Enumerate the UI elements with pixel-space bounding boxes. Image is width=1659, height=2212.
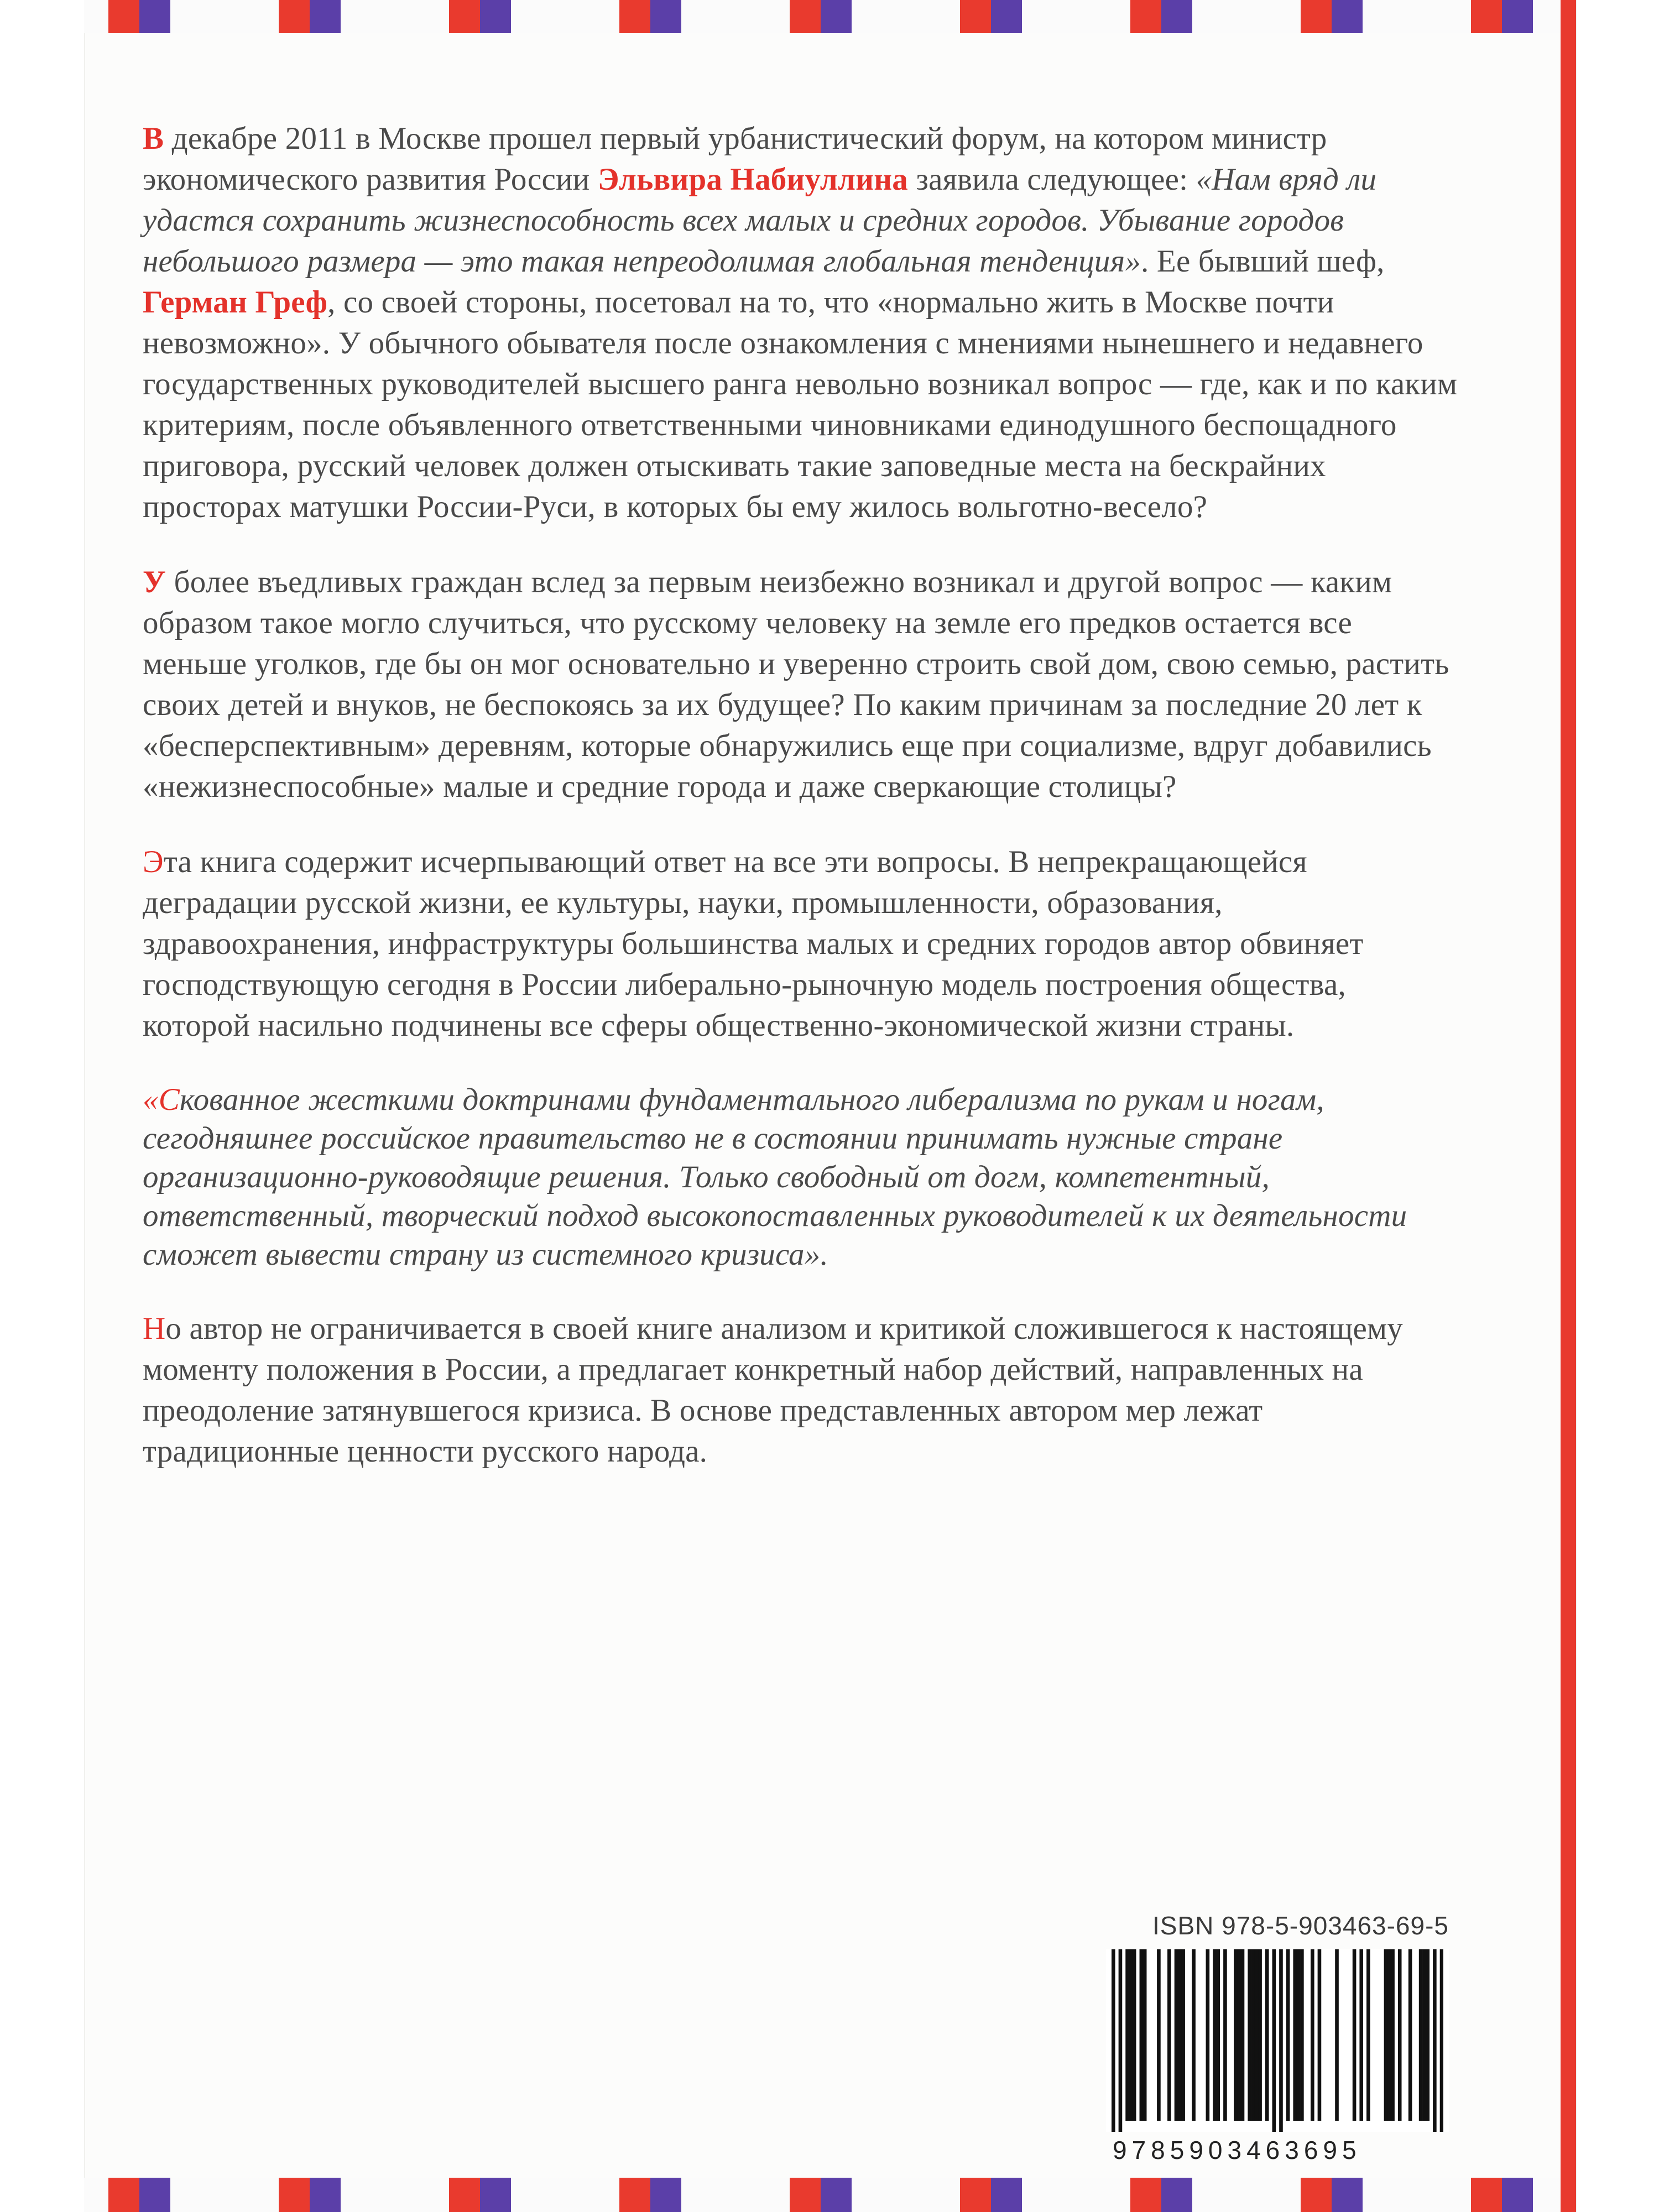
author-quote-initial: «С: [143, 1082, 180, 1117]
paragraph-2-text: более въедливых граждан вслед за первым неизбежно возникал и другой вопрос — каким образом такое могло случиться, что русскому человеку на земле его предков остается все меньше уголков, где бы он мог основательно и уверенно строить свой дом, свою семью, растить своих детей и внуков, не беспокоясь за их будущее? По каким причинам за последние 20 лет к «бесперспективным» деревням, которые обнаружились еще при социализме, вдруг добавились «нежизнеспособные» малые и средние города и даже сверкающие столицы?: [143, 565, 1449, 804]
barcode-bar: [1359, 1949, 1363, 2121]
barcode-bar: [1422, 1949, 1426, 2121]
barcode-bar: [1167, 1949, 1171, 2121]
barcode-bar: [1143, 1949, 1147, 2121]
closing-paragraph-text: о автор не ограничивается в своей книге анализом и критикой сложившегося к настоящему моменту положения в России, а предлагает конкретный набор действий, направленных на преодоление затянувшегося кризиса. В основе представленных автором мер лежат традиционные ценности русского народа.: [143, 1311, 1403, 1469]
paragraph-2-initial: У: [143, 565, 166, 599]
paragraph-1-text-a: декабре 2011 в Москве прошел первый урбанистический форум, на котором министр экономического развития России: [143, 121, 1327, 197]
barcode-bar: [1258, 1949, 1262, 2121]
author-quote: [143, 1081, 1459, 1274]
barcode-bar: [1255, 1949, 1259, 2121]
barcode-bars: [1112, 1949, 1443, 2132]
barcode-bar: [1181, 1949, 1185, 2121]
barcode-bar: [1112, 1949, 1115, 2132]
barcode-bar: [1213, 1949, 1217, 2121]
barcode-bar: [1366, 1949, 1370, 2121]
barcode-bar: [1311, 1949, 1314, 2121]
barcode-bar: [1426, 1949, 1430, 2121]
barcode-bar: [1248, 1949, 1251, 2121]
barcode-bar: [1133, 1949, 1136, 2121]
barcode-bar: [1140, 1949, 1144, 2121]
isbn-block: [1106, 1911, 1449, 2165]
blurb-text: [143, 118, 1459, 1506]
barcode-bar: [1175, 1949, 1178, 2121]
barcode-bar: [1157, 1949, 1161, 2121]
spine-edge: [1561, 0, 1576, 2212]
barcode-bar: [1178, 1949, 1182, 2121]
paragraph-1-text-d: , со своей стороны, посетовал на то, что «нормально жить в Москве почти невозможно». У обычного обывателя после ознакомления с мнениями нынешнего и недавнего государственных руководителей высшего ранга невольно возникал вопрос — где, как и по каким критериям, после объявленного ответственными чиновниками единодушного беспощадного приговора, русский человек должен отыскивать такие заповедные места на бескрайних просторах матушки России-Руси, в которых бы ему жилось вольготно-весело?: [143, 285, 1458, 524]
barcode-bar: [1129, 1949, 1133, 2121]
barcode-bar: [1318, 1949, 1322, 2121]
barcode-bar: [1398, 1949, 1402, 2121]
barcode-bar: [1279, 1949, 1283, 2132]
paragraph-3-initial: Э: [143, 844, 164, 879]
barcode-bar: [1419, 1949, 1423, 2121]
barcode-bar: [1387, 1949, 1391, 2121]
barcode-bar: [1408, 1949, 1412, 2121]
person-name-gref: Герман Греф: [143, 285, 328, 320]
barcode-digits: 9785903463695: [1113, 2136, 1361, 2164]
barcode-bar: [1237, 1949, 1241, 2121]
paragraph-2: [143, 562, 1459, 807]
barcode-bar: [1119, 1949, 1123, 2132]
barcode-bar: [1391, 1949, 1395, 2121]
paragraph-3-text: та книга содержит исчерпывающий ответ на все эти вопросы. В непрекращающейся деградации русской жизни, ее культуры, науки, промышленности, образования, здравоохранения, инфраструктуры большинства малых и средних городов автор обвиняет господствующую сегодня в России либерально-рыночную модель построения общества, которой насильно подчинены все сферы общественно-экономической жизни страны.: [143, 844, 1364, 1043]
paragraph-1-text-c: . Ее бывший шеф,: [1141, 244, 1385, 279]
closing-paragraph: [143, 1308, 1459, 1472]
barcode-bar: [1286, 1949, 1290, 2121]
paragraph-1-quote: «Нам вряд ли удастся сохранить жизнеспособность всех малых и средних городов. Убывание городов небольшого размера — это такая непреодолимая глобальная тенденция»: [143, 162, 1377, 279]
barcode-bar: [1384, 1949, 1388, 2121]
barcode-bar: [1300, 1949, 1304, 2121]
paragraph-3: [143, 842, 1459, 1046]
author-quote-text: кованное жесткими доктринами фундаментального либерализма по рукам и ногам, сегодняшнее российское правительство не в состоянии принимать нужные стране организационно-руководящие решения. Только свободный от догм, компетентный, ответственный, творческий подход высокопоставленных руководителей к их деятельности сможет вывести страну из системного кризиса».: [143, 1082, 1407, 1272]
barcode-bar: [1335, 1949, 1339, 2121]
barcode-bar: [1216, 1949, 1220, 2121]
bottom-border-stripe: [84, 2178, 1561, 2212]
top-border-stripe: [84, 0, 1561, 33]
barcode-bar: [1272, 1949, 1276, 2132]
barcode-bar: [1192, 1949, 1196, 2121]
barcode-bar: [1265, 1949, 1269, 2121]
barcode-bar: [1297, 1949, 1301, 2121]
barcode-bar: [1440, 1949, 1443, 2132]
barcode-bar: [1251, 1949, 1255, 2121]
paragraph-1-initial: В: [143, 121, 164, 156]
barcode-bar: [1223, 1949, 1227, 2121]
barcode-bar: [1433, 1949, 1437, 2132]
barcode-bar: [1241, 1949, 1245, 2121]
barcode-bar: [1125, 1949, 1129, 2121]
barcode-bar: [1234, 1949, 1238, 2121]
paragraph-1-text-b: заявила следующее:: [907, 162, 1196, 197]
barcode: [1106, 1949, 1449, 2132]
barcode-bar: [1353, 1949, 1357, 2121]
isbn-label: ISBN 978-5-903463-69-5: [1152, 1911, 1449, 1940]
barcode-bar: [1293, 1949, 1297, 2121]
person-name-nabiullina: Эльвира Набиуллина: [597, 162, 908, 197]
barcode-bar: [1206, 1949, 1210, 2121]
paragraph-1: [143, 118, 1459, 528]
closing-paragraph-initial: Н: [143, 1311, 166, 1346]
